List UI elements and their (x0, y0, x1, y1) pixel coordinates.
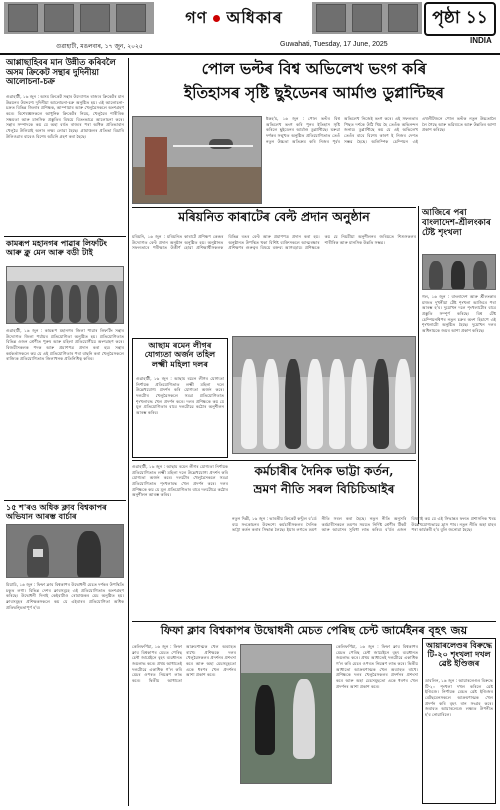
masthead-photo (80, 4, 110, 32)
story-body-continued: গুৱাহাটী, ১৬ জুন : আছাম ৰমেন লীগৰ যোগ্যতা নিৰ্ণায়ক প্ৰতিযোগিতাত লক্ষ্মী মহিলা দলে উল্লেখযোগ্য প্ৰদৰ্শন কৰি যোগ্যতা অৰ্জন কৰে। দলটোৰ খেলুৱৈসকলে সমগ্ৰ প্ৰতিযোগিতাত শৃংখলাবদ্ধ খেল প্ৰদৰ্শন কৰে। দলৰ প্ৰশিক্ষকে কয় যে মূল প্ৰতিযোগিতাৰ বাবে দলটোৱে কঠোৰ অনুশীলন আৰম্ভ কৰিব। (132, 464, 228, 498)
karate-group-photo (232, 336, 416, 454)
story-divider (132, 207, 416, 208)
story-body: মিয়ামি, ১৬ জুন : ফিফা ক্লাব বিশ্বকাপৰ উদ্বোধনী মেচত দৰ্শকৰ উপস্থিতি চকুত লগা। বিভিন্ন দেশৰ ক্লাবসমূহে এই প্ৰতিযোগিতাত অংশগ্ৰহণ কৰিছে। উদ্বোধনী দিনাই কেইবাটাও ৰোমাঞ্চকৰ মেচ অনুষ্ঠিত হয়। ক্লাবসমূহৰ প্ৰশিক্ষকসকলে কয় যে এইবাৰৰ প্ৰতিযোগিতা অধিক প্ৰতিদ্বন্দ্বিতাপূৰ্ণ হ'ব। (6, 582, 124, 610)
date-assamese: গুৱাহাটী, মঙলবাৰ, ১৭ জুন, ২০২৫ (56, 43, 143, 50)
story-headline-line2: ভ্ৰমণ নীতি সৰল বিচিচিআইৰ (253, 482, 395, 496)
column-rule (418, 206, 419, 524)
story-divider (132, 460, 416, 461)
story-body: গল, ১৬ জুন : বাংলাদেশ আৰু শ্ৰীলংকাৰ মাজত দুখনীয়া টেষ্ট শৃংখলা আজিৰে পৰা আৰম্ভ হ'ব। দুয়োখন দলে শৃংখলাটোৰ বাবে প্ৰস্তুতি সম্পূৰ্ণ কৰিছে। বিশ্ব টেষ্ট চেম্পিয়নশ্বিপৰ নতুন চক্ৰৰ অংশ হিচাপে এই শৃংখলাটো অনুষ্ঠিত হৈছে। দুয়োখন দলৰ অধিনায়কে জয়ৰ আশা প্ৰকাশ কৰিছে। (422, 294, 496, 334)
story-divider (4, 500, 126, 501)
masthead-photo-strip-right (312, 2, 422, 34)
lead-headline-line2: ইতিহাসৰ সৃষ্টি ছুইডেনৰ আৰ্মাণ্ড ডুপ্লান্টিছৰ (184, 83, 444, 102)
story-headline: আয়াৰলেণ্ডৰ বিৰুদ্ধে টি-২০ শৃংখলা দখল ৱেষ্ট ইণ্ডিজৰ (426, 640, 492, 669)
title-dot-icon (213, 15, 220, 22)
lead-headline-line1: পোল ভল্টৰ বিশ্ব অভিলেখ ভংগ কৰি (201, 59, 427, 78)
masthead-photo (352, 4, 382, 32)
story-headline: মৰিয়নিত কাৰাটেৰ বেল্ট প্ৰদান অনুষ্ঠান (178, 209, 370, 224)
column-rule (128, 58, 129, 806)
story-body: গুৱাহাটী, ১৬ জুন : কামৰূপ মহানগৰ জিলা পাৱাৰ লিফটিং সন্থাৰ উদ্যোগত জিলা পৰ্যায়ৰ প্ৰতিযোগিতা অনুষ্ঠিত হয়। প্ৰতিযোগিতাত বিভিন্ন ওজন শ্ৰেণীত পুৰুষ আৰু মহিলা প্ৰতিযোগীয়ে অংশগ্ৰহণ কৰে। বিজয়ীসকলক পদক আৰু প্ৰমাণপত্ৰ প্ৰদান কৰা হয়। সন্থাৰ কৰ্মকৰ্তাসকলে কয় যে এই প্ৰতিযোগিতাৰ পৰা বাছনি কৰা খেলুৱৈসকলে ৰাজ্যিক প্ৰতিযোগিতাত জিলাখনক প্ৰতিনিধিত্ব কৰিব। (6, 328, 124, 362)
edition-tag: INDIA (470, 36, 492, 45)
masthead-photo (8, 4, 38, 32)
date-english: Guwahati, Tuesday, 17 June, 2025 (280, 41, 388, 48)
story-body: গুৱাহাটী, ১৬ জুন : অসম ক্ৰিকেট সন্থাৰ উদ্যোগত ৰাজ্যৰ ক্ৰিকেটৰ মান উন্নয়নৰ উদ্দেশ্যে দুদিনীয়া আলোচনা-চক্ৰ অনুষ্ঠিত হয়। এই আলোচনা-চক্ৰত বিভিন্ন জিলাৰ প্ৰশিক্ষক, আম্পায়াৰ আৰু খেলুৱৈসকলে অংশগ্ৰহণ কৰে। বিশেষজ্ঞসকলে আধুনিক ক্ৰিকেটৰ নিয়ম, খেলুৱৈৰ শাৰীৰিক সক্ষমতা আৰু মানসিক প্ৰস্তুতিৰ বিষয়ে বিতংভাৱে আলোচনা কৰে। সন্থাৰ সম্পাদকে কয় যে অহা বৰ্ষত ৰাজ্যৰ পৰা অধিক প্ৰতিভাবান খেলুৱৈ উলিয়াই অনাৰ লক্ষ্য লোৱা হৈছে। গ্ৰামাঞ্চলৰ প্ৰতিভা বিচাৰি উলিওৱাৰ বাবেও বিশেষ আঁচনি গ্ৰহণ কৰা হৈছে। (6, 94, 124, 139)
story-headline: কামৰূপ মহানগৰ পাৱাৰ লিফটিং আৰু ক্লু মেন আৰু বডী টাই (6, 238, 107, 258)
masthead-photo (388, 4, 418, 32)
story-body: গুৱাহাটী, ১৬ জুন : আছাম ৰমেন লীগৰ যোগ্যতা নিৰ্ণায়ক প্ৰতিযোগিতাত লক্ষ্মী মহিলা দলে উল্লেখযোগ্য প্ৰদৰ্শন কৰি যোগ্যতা অৰ্জন কৰে। দলটোৰ খেলুৱৈসকলে সমগ্ৰ প্ৰতিযোগিতাত শৃংখলাবদ্ধ খেল প্ৰদৰ্শন কৰে। দলৰ প্ৰশিক্ষকে কয় যে মূল প্ৰতিযোগিতাৰ বাবে দলটোৱে কঠোৰ অনুশীলন আৰম্ভ কৰিব। (136, 376, 224, 416)
title-left: গণ (185, 7, 208, 27)
story-body: কেলিফৰ্ণিয়া, ১৬ জুন : ফিফা ক্লাব বিশ্বকাপৰ মেচত পেৰিছ চেন্ট জাৰ্মেইনে বৃহৎ ব্যৱধানত জয়লাভ কৰে। প্ৰথম আধাতেই দলটোৱে একাধিক গ'ল কৰি মেচৰ ওপৰত নিয়ন্ত্ৰণ লাভ কৰে। দ্বিতীয় আধাতো আক্ৰমণাত্মক খেল অব্যাহত ৰাখে। প্ৰশিক্ষকে দলৰ খেলুৱৈসকলৰ প্ৰদৰ্শনৰ প্ৰশংসা কৰে আৰু অহা মেচসমূহতো একে ধৰণৰ খেল প্ৰদৰ্শনৰ আশা প্ৰকাশ কৰে। (132, 644, 236, 684)
masthead-photo (316, 4, 346, 32)
pole-vault-photo (132, 116, 262, 204)
story-divider (132, 621, 496, 622)
story-photo (422, 254, 496, 290)
title-right: অধিকাৰ (226, 7, 283, 27)
story-headline: ১৫ শ'ৰও অধিক ক্লাব বিশ্বকাপৰ অভিযান আৰম্ভ বাৰ্চাৰ (6, 502, 107, 522)
story-headline: আছাম ৰমেন লীগৰ যোগ্যতা অৰ্জন তহিল লক্ষ্মী মহিলা দলৰ (144, 340, 216, 369)
story-photo (6, 266, 124, 324)
newspaper-title (155, 2, 313, 34)
masthead (0, 0, 500, 55)
story-headline: ফিফা ক্লাব বিশ্বকাপৰ উদ্বোধনী মেচত পেৰিছ চেন্ট জাৰ্মেইনৰ বৃহৎ জয় (160, 623, 468, 637)
story-body: ষ্টকহ'ম, ১৬ জুন : পোল ভল্টৰ বিশ্ব অভিলেখ ভংগ কৰি পুনৰ ইতিহাস সৃষ্টি কৰিলে ছুইডেনৰ আৰ্মাণ্ড ডুপ্লান্টিছে। ঘৰুৱা দৰ্শকৰ সন্মুখত অনুষ্ঠিত প্ৰতিযোগিতাত তেওঁ নতুন উচ্চতা অতিক্ৰম কৰি নিজৰ পূৰ্বৰ অভিলেখ নিজেই ভংগ কৰে। এই সফলতাৰ পিছত দৰ্শকে উঠি থিয় হৈ তেওঁক অভিনন্দন জনায়। ডুপ্লান্টিছে কয় যে এই অভিলেখ তেওঁৰ বাবে বিশেষ কাৰণ ই নিজৰ দেশত সম্ভৱ হৈছে। অলিম্পিক চেম্পিয়ন এই এথলীটজনে পোল ভল্টক নতুন উচ্চতালৈ লৈ গৈছে আৰু ভৱিষ্যতে আৰু উন্নতিৰ আশা প্ৰকাশ কৰিছে। (266, 116, 496, 144)
story-headline-line1: কৰ্মচাৰীৰ দৈনিক ভাট্টা কৰ্তন, (254, 464, 394, 478)
story-body: ডাবলিন, ১৬ জুন : আয়াৰলেণ্ডৰ বিৰুদ্ধে টি-২০ শৃংখলা দখল কৰিলে ৱেষ্ট ইণ্ডিজে। নিৰ্ণায়ক মেচত ৱেষ্ট ইণ্ডিজৰ বেটছমেনসকলে আক্ৰমণাত্মক খেল প্ৰদৰ্শন কৰি বৃহৎ ৰান সংগ্ৰহ কৰে। জবাবত আয়াৰলেণ্ডে লক্ষ্যত উপনীত হ'ব নোৱাৰিলে। (425, 678, 493, 718)
story-body: নতুন দিল্লী, ১৬ জুন : ভাৰতীয় ক্ৰিকেট কণ্ট্ৰল ব'ৰ্ডে ব্যয় সংকোচনৰ উদ্দেশ্যে কৰ্মচাৰীসকলৰ দৈনিক ভাট্টা কৰ্তন কৰাৰ সিদ্ধান্ত লৈছে। ইয়াৰ লগতে ভ্ৰমণ নীতি সৰল কৰা হৈছে। নতুন নীতি অনুসৰি কৰ্মচাৰীসকলে ভ্ৰমণৰ সময়ত নিৰ্দিষ্ট শ্ৰেণীৰ টিকট আৰু আৱাসৰ সুবিধা লাভ কৰিব। ব'ৰ্ডৰ এজন বিষয়াই কয় যে এই সিদ্ধান্তৰ ফলত প্ৰশাসনিক খৰচ উল্লেখযোগ্যভাৱে হ্ৰাস পাব। নতুন নীতি অহা মাহৰ পৰা কাৰ্যকৰী হ'ব বুলি জনোৱা হৈছে। (232, 516, 496, 533)
story-headline: আপ্পাছাহিবৰ মান উন্নীত কৰিবলৈ অসম ক্ৰিকেট সন্থাৰ দুদিনীয়া আলোচনা-চক্ৰ (6, 57, 116, 87)
page-number: পৃষ্ঠা ১১ (424, 2, 496, 36)
story-photo (6, 524, 124, 578)
masthead-photo (116, 4, 146, 32)
masthead-photo-strip-left (4, 2, 154, 34)
fifa-match-photo (240, 644, 332, 784)
story-body-continued: কেলিফৰ্ণিয়া, ১৬ জুন : ফিফা ক্লাব বিশ্বকাপৰ মেচত পেৰিছ চেন্ট জাৰ্মেইনে বৃহৎ ব্যৱধানত জয়লাভ কৰে। প্ৰথম আধাতেই দলটোৱে একাধিক গ'ল কৰি মেচৰ ওপৰত নিয়ন্ত্ৰণ লাভ কৰে। দ্বিতীয় আধাতো আক্ৰমণাত্মক খেল অব্যাহত ৰাখে। প্ৰশিক্ষকে দলৰ খেলুৱৈসকলৰ প্ৰদৰ্শনৰ প্ৰশংসা কৰে আৰু অহা মেচসমূহতো একে ধৰণৰ খেল প্ৰদৰ্শনৰ আশা প্ৰকাশ কৰে। (336, 644, 418, 689)
story-headline: আজিৰে পৰা বাংলাদেশ-শ্ৰীলংকাৰ টেষ্ট শৃংখলা (422, 208, 491, 238)
masthead-photo (44, 4, 74, 32)
story-divider (4, 236, 126, 237)
story-body: মৰিয়নি, ১৬ জুন : মৰিয়নিত কাৰাটে প্ৰশিক্ষণ কেন্দ্ৰৰ উদ্যোগত বেল্ট প্ৰদান অনুষ্ঠান অনুষ্ঠিত হয়। অনুষ্ঠানত সফলতাৰে পৰীক্ষাত উত্তীৰ্ণ হোৱা প্ৰশিক্ষাৰ্থীসকলক বিভিন্ন ৰঙৰ বেল্ট আৰু প্ৰমাণপত্ৰ প্ৰদান কৰা হয়। অনুষ্ঠানত উপস্থিত থকা বিশিষ্ট ব্যক্তিসকলে আত্মৰক্ষাৰ প্ৰশিক্ষণৰ গুৰুত্বৰ বিষয়ে বক্তব্য আগবঢ়ায়। প্ৰশিক্ষকে কয় যে নিয়মীয়া অনুশীলনৰ জৰিয়তে শিশুসকলৰ শাৰীৰিক আৰু মানসিক উন্নতি সম্ভৱ। (132, 234, 416, 251)
